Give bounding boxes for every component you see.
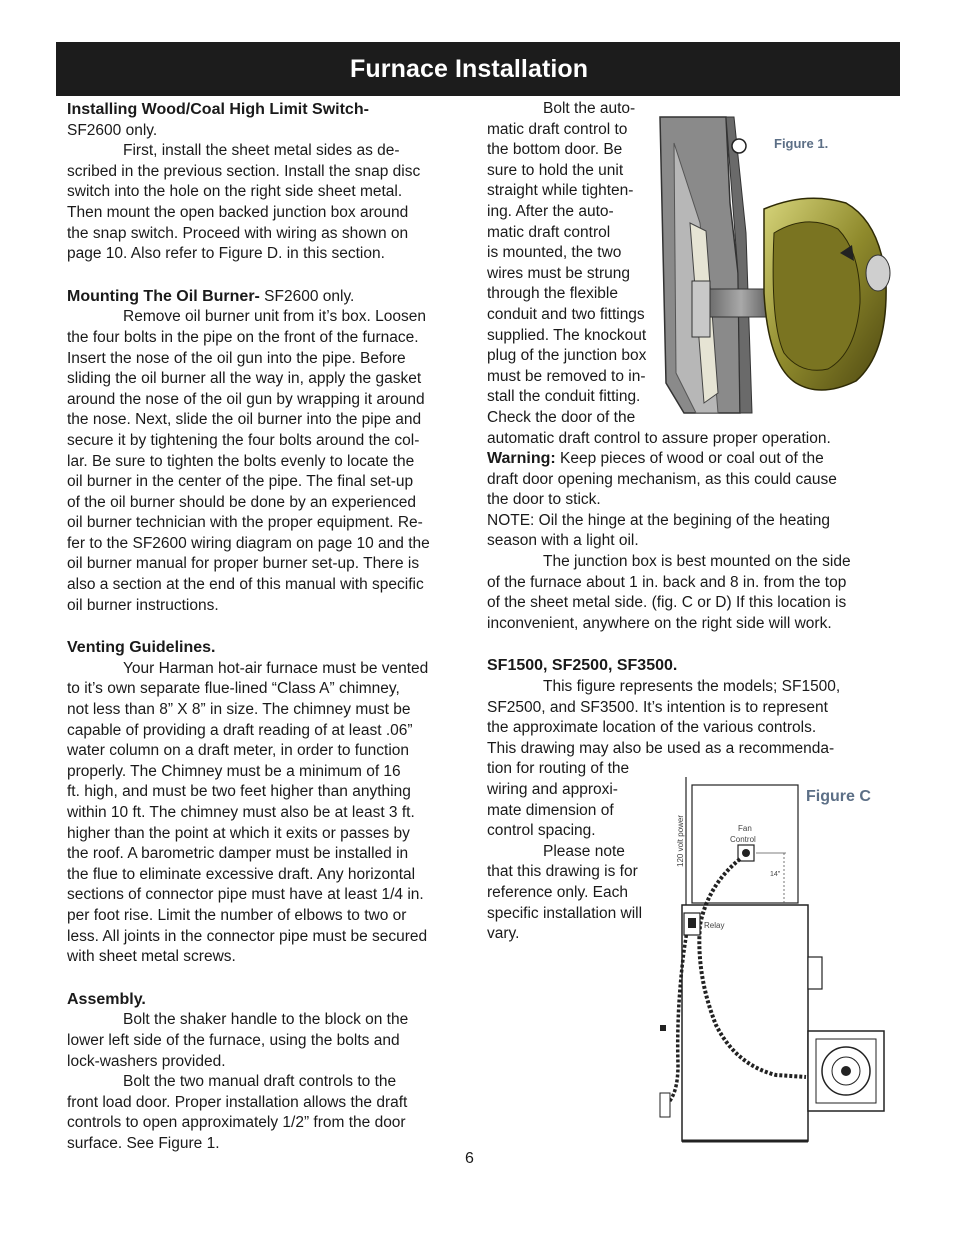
hinge-hole-icon [732,139,746,153]
text-line: the flue to eliminate excessive draft. Any horizontal [67,865,416,883]
text-line: the roof. A barometric damper must be installed in [67,845,409,863]
text-line: SF2500, and SF3500. It’s intention is to represent [487,698,828,716]
section-assembly [67,990,477,1155]
section-heading: Mounting The Oil Burner- [67,287,260,305]
text-line: also a section at the end of this manual with specific [67,576,424,594]
text-line: oil burner technician with the proper equipment. Re- [67,514,423,532]
text-line: straight while tighten- [487,182,634,200]
text-line: switch into the hole on the right side sheet metal. [67,183,403,201]
text-line: matic draft control to [487,120,628,138]
text-line: This drawing may also be used as a recommenda- [487,739,835,757]
text-line: season with a light oil. [487,532,639,550]
text-line: Your Harman hot-air furnace must be vented [123,659,429,677]
power-label: 120 volt power [676,814,685,867]
text-line: control spacing. [487,822,596,840]
figure-c-label: Figure C [806,788,871,805]
text-line: per foot rise. Limit the number of elbows to two or [67,906,407,924]
fan-label-2: Control [730,835,756,844]
text-line: of the oil burner should be done by an experienced [67,493,416,511]
left-column [67,100,477,1155]
page-title: Furnace Installation [350,55,589,83]
text-line: Then mount the open backed junction box around [67,203,409,221]
bolt-nut [692,281,710,337]
text-line: Remove oil burner unit from it’s box. Loosen [123,308,426,326]
text-line: The junction box is best mounted on the side [543,553,851,571]
relay-contact-icon [688,918,696,928]
blower-axle-icon [841,1066,851,1076]
text-line: properly. The Chimney must be a minimum of 16 [67,762,401,780]
door-latch [660,1025,666,1031]
text-line: around the nose of the oil gun by wrapping it around [67,390,425,408]
text-line: plug of the junction box [487,347,647,365]
section-heading: Assembly. [67,990,146,1008]
text-line: tion for routing of the [487,760,630,778]
text-line: wires must be strung [487,264,630,282]
text-line: vary. [487,925,520,943]
fan-label-1: Fan [738,824,752,833]
text-line: reference only. Each [487,883,629,901]
text-line: the four bolts in the pipe on the front of the furnace. [67,328,419,346]
text-line: Bolt the auto- [543,100,636,117]
draft-control-face [773,222,860,370]
text-line: the approximate location of the various controls. [487,719,817,737]
text-line: Bolt the two manual draft controls to the [123,1073,397,1091]
shaker-handle [660,1093,670,1117]
text-line: oil burner manual for proper burner set-up. There is [67,555,420,573]
text-line: controls to open approximately 1/2” from the door [67,1114,406,1132]
dimension-label: 14" [770,871,781,878]
text-line: within 10 ft. The chimney must also be at least 3 ft. [67,804,415,821]
text-line: sliding the oil burner all the way in, apply the gasket [67,370,422,388]
section-high-limit [67,100,477,265]
warning-label: Warning: [487,450,556,468]
text-line: front load door. Proper installation allows the draft [67,1093,408,1111]
figure-1-draft-control [656,113,902,418]
text-line: capable of providing a draft reading of at least .06” [67,721,413,739]
text-line: through the flexible [487,285,618,303]
section-subtitle: SF2600 only. [67,121,158,139]
section-heading: Venting Guidelines. [67,639,216,657]
text-line: Please note [543,842,625,860]
text-line: the door to stick. [487,491,601,509]
text-line: automatic draft control to assure proper operation. [487,429,831,447]
figure-1-label: Figure 1. [774,136,829,151]
text-line: specific installation will [487,904,643,922]
text-line: the bottom door. Be [487,141,623,159]
section-heading: SF1500, SF2500, SF3500. [487,657,678,675]
text-line: lar. Be sure to tighten the bolts evenly to locate the [67,452,415,470]
text-line: wiring and approxi- [487,781,618,798]
text-line: ing. After the auto- [487,202,614,220]
text-line: stall the conduit fitting. [487,388,641,406]
bolt-shaft [710,289,772,317]
text-line: higher than the point at which it exits or passes by [67,824,410,842]
text-line: oil burner in the center of the pipe. The final set-up [67,473,414,491]
text-line: Keep pieces of wood or coal out of the [555,450,824,468]
draft-control-knob [866,255,890,291]
text-line: matic draft control [487,223,611,241]
text-line: that this drawing is for [487,863,638,881]
text-line: First, install the sheet metal sides as de- [123,142,400,160]
text-line: NOTE: Oil the hinge at the begining of the heating [487,511,830,529]
text-line: with sheet metal screws. [67,948,236,966]
text-line: conduit and two fittings [487,305,645,323]
text-line: sure to hold the unit [487,161,624,179]
fan-control-dial-icon [742,849,750,857]
text-line: water column on a draft meter, in order to function [67,742,410,760]
section-subtitle: SF2600 only. [259,287,355,305]
section-heading: Installing Wood/Coal High Limit Switch- [67,101,369,118]
text-line: lock-washers provided. [67,1052,226,1070]
text-line: secure it by tightening the four bolts around the col- [67,431,420,449]
text-line: sections of connector pipe must have at least 1/4 in. [67,886,424,904]
text-line: This figure represents the models; SF1500, [543,678,841,696]
text-line: fer to the SF2600 wiring diagram on page 10 and the [67,534,430,552]
text-line: the snap switch. Proceed with wiring as shown on [67,224,409,242]
side-handle [808,957,822,989]
text-line: mate dimension of [487,801,614,819]
text-line: to it’s own separate flue-lined “Class A” chimney, [67,680,400,698]
plenum [692,785,798,903]
text-line: of the sheet metal side. (fig. C or D) If this location is [487,594,847,612]
section-venting [67,638,477,968]
text-line: is mounted, the two [487,244,622,262]
text-line: supplied. The knockout [487,326,647,344]
text-line: must be removed to in- [487,367,646,385]
text-line: ft. high, and must be two feet higher than anything [67,783,411,801]
text-line: of the furnace about 1 in. back and 8 in. from the top [487,573,847,591]
text-line: scribed in the previous section. Install the snap disc [67,162,421,180]
text-line: the nose. Next, slide the oil burner into the pipe and [67,411,422,429]
furnace-cabinet [682,905,808,1141]
title-banner [56,42,900,96]
text-line: lower left side of the furnace, using the bolts and [67,1031,400,1049]
text-line: Check the door of the [487,408,636,426]
figure-c-wiring [656,775,896,1147]
text-line: oil burner instructions. [67,596,219,614]
text-line: Insert the nose of the oil gun into the pipe. Before [67,349,406,367]
text-line: surface. See Figure 1. [67,1134,220,1152]
relay-label: Relay [704,921,725,930]
page-number: 6 [465,1150,474,1167]
text-line: page 10. Also refer to Figure D. in this section. [67,245,385,263]
text-line: draft door opening mechanism, as this could cause [487,470,837,488]
text-line: less. All joints in the connector pipe must be secured [67,927,428,945]
section-oil-burner [67,287,477,617]
text-line: inconvenient, anywhere on the right side will work. [487,614,832,632]
text-line: not less than 8” X 8” in size. The chimney must be [67,701,411,719]
text-line: Bolt the shaker handle to the block on the [123,1011,409,1029]
